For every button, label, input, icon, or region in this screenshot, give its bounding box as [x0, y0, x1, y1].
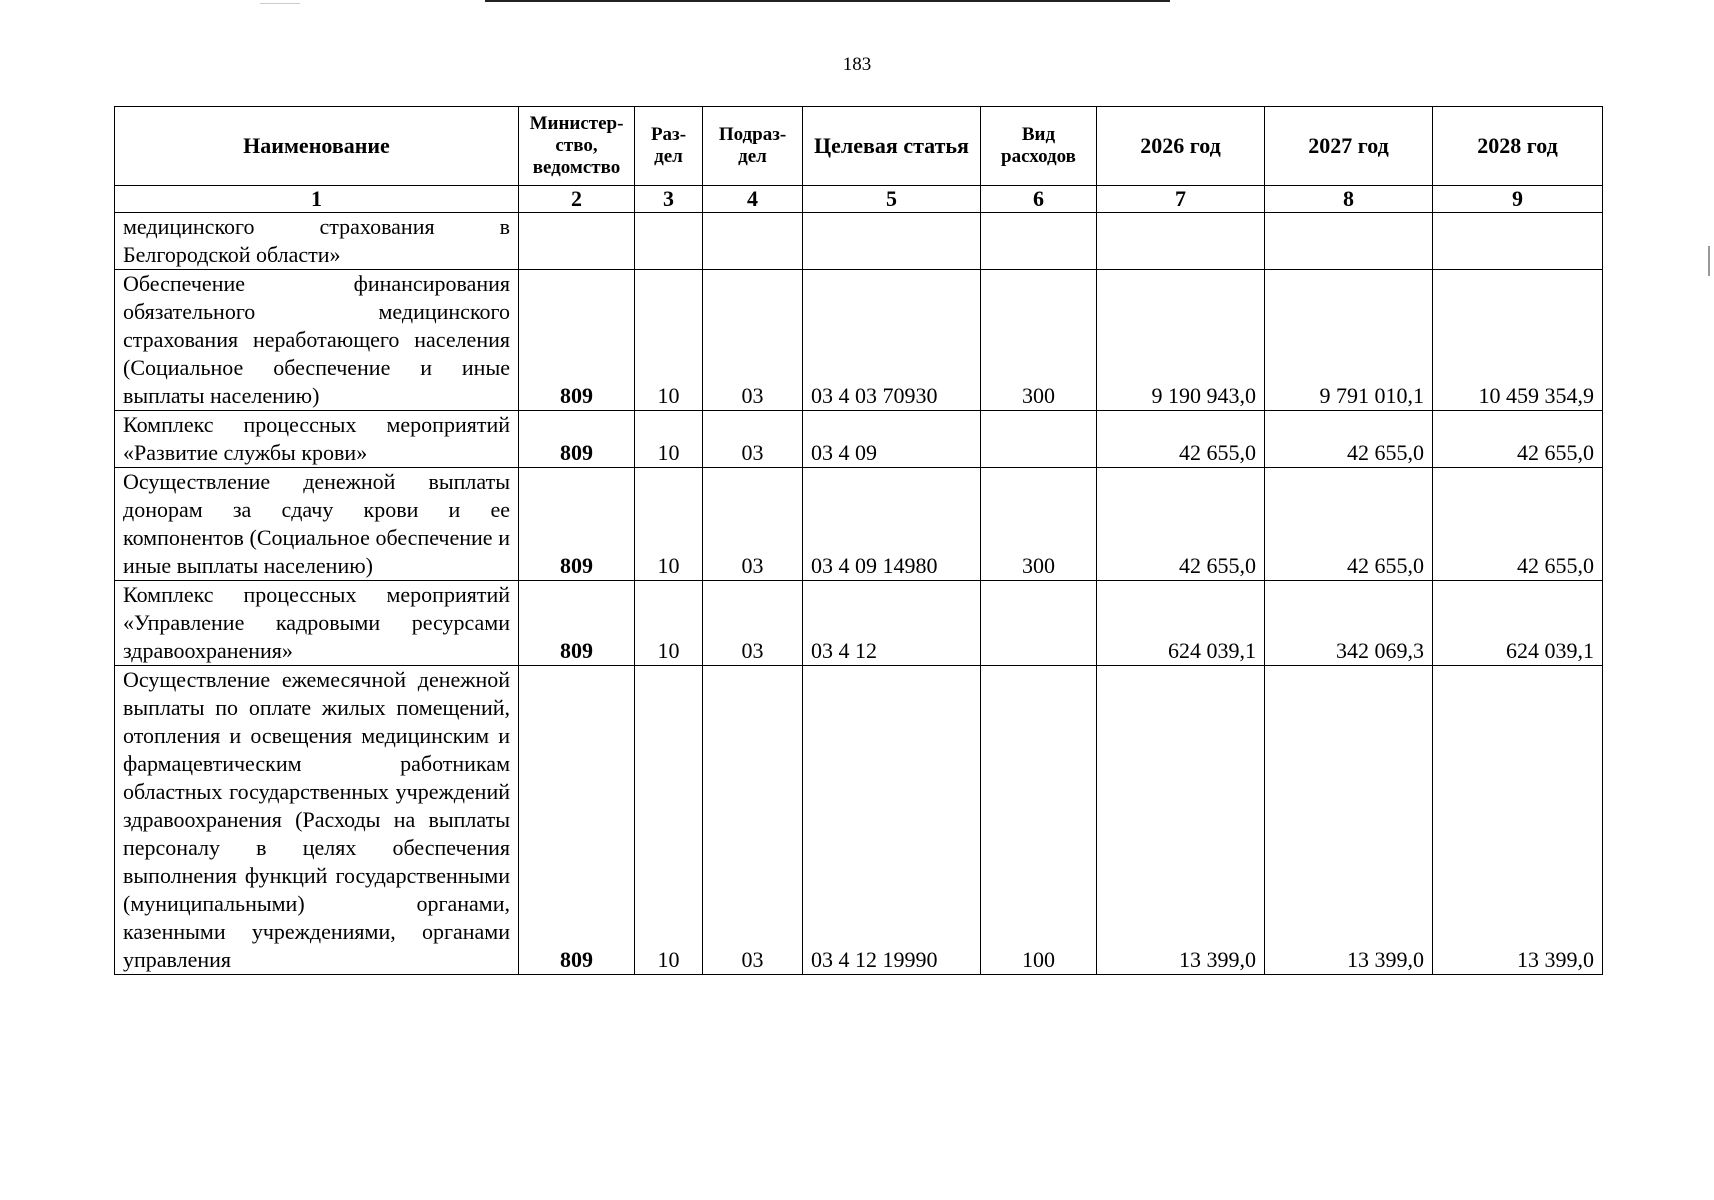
row-target: 03 4 09 14980 — [803, 468, 981, 581]
column-number: 3 — [635, 186, 703, 213]
row-target: 03 4 09 — [803, 411, 981, 468]
header-ministry: Министер-ство, ведомство — [519, 107, 635, 186]
header-2028: 2028 год — [1433, 107, 1603, 186]
table-row — [115, 411, 1603, 468]
row-ministry: 809 — [519, 270, 635, 411]
column-number: 6 — [981, 186, 1097, 213]
row-ministry: 809 — [519, 411, 635, 468]
scan-artifact-line — [260, 3, 300, 4]
row-target — [803, 213, 981, 270]
row-name: Осуществление денежной выплаты донорам за сдачу крови и ее компонентов (Социальное обеспечение и иные выплаты населению) — [115, 468, 519, 581]
row-2028: 42 655,0 — [1433, 411, 1603, 468]
row-name: медицинского страхования в Белгородской области» — [115, 213, 519, 270]
row-subsection: 03 — [703, 581, 803, 666]
header-2027: 2027 год — [1265, 107, 1433, 186]
column-number-row — [115, 186, 1603, 213]
row-2027 — [1265, 213, 1433, 270]
row-expense-type — [981, 213, 1097, 270]
row-2026: 42 655,0 — [1097, 468, 1265, 581]
row-section — [635, 213, 703, 270]
row-2026: 13 399,0 — [1097, 666, 1265, 975]
row-2026 — [1097, 213, 1265, 270]
row-2027: 42 655,0 — [1265, 411, 1433, 468]
header-section: Раз-дел — [635, 107, 703, 186]
row-2027: 9 791 010,1 — [1265, 270, 1433, 411]
header-row — [115, 107, 1603, 186]
row-2028: 13 399,0 — [1433, 666, 1603, 975]
row-name: Комплекс процессных мероприятий «Развитие службы крови» — [115, 411, 519, 468]
header-expense-type: Вид расходов — [981, 107, 1097, 186]
row-ministry: 809 — [519, 666, 635, 975]
row-ministry — [519, 213, 635, 270]
table-row — [115, 581, 1603, 666]
row-section: 10 — [635, 666, 703, 975]
row-section: 10 — [635, 581, 703, 666]
margin-mark — [1708, 246, 1710, 276]
column-number: 4 — [703, 186, 803, 213]
header-name: Наименование — [115, 107, 519, 186]
row-subsection — [703, 213, 803, 270]
row-2027: 42 655,0 — [1265, 468, 1433, 581]
row-name: Обеспечение финансирования обязательного медицинского страхования неработающего населения (Социальное обеспечение и иные выплаты населению) — [115, 270, 519, 411]
table-row — [115, 666, 1603, 975]
row-name: Осуществление ежемесячной денежной выплаты по оплате жилых помещений, отопления и освещения медицинским и фармацевтическим работникам областных государственных учреждений здравоохранения (Расходы на выплаты персоналу в целях обеспечения выполнения функций государственными (муниципальными) органами, казенными учреждениями, органами управления — [115, 666, 519, 975]
row-2026: 42 655,0 — [1097, 411, 1265, 468]
row-ministry: 809 — [519, 581, 635, 666]
column-number: 9 — [1433, 186, 1603, 213]
row-2028: 624 039,1 — [1433, 581, 1603, 666]
row-expense-type — [981, 411, 1097, 468]
column-number: 8 — [1265, 186, 1433, 213]
table-row — [115, 213, 1603, 270]
row-2027: 342 069,3 — [1265, 581, 1433, 666]
row-2027: 13 399,0 — [1265, 666, 1433, 975]
header-subsection: Подраз-дел — [703, 107, 803, 186]
row-2026: 624 039,1 — [1097, 581, 1265, 666]
row-section: 10 — [635, 411, 703, 468]
row-expense-type: 300 — [981, 468, 1097, 581]
row-2028 — [1433, 213, 1603, 270]
row-2026: 9 190 943,0 — [1097, 270, 1265, 411]
column-number: 7 — [1097, 186, 1265, 213]
top-edge-rule — [485, 0, 1170, 2]
page-number: 183 — [842, 54, 872, 75]
column-number: 5 — [803, 186, 981, 213]
row-subsection: 03 — [703, 468, 803, 581]
row-section: 10 — [635, 468, 703, 581]
header-target: Целевая статья — [803, 107, 981, 186]
row-target: 03 4 12 — [803, 581, 981, 666]
column-number: 1 — [115, 186, 519, 213]
row-expense-type: 300 — [981, 270, 1097, 411]
row-subsection: 03 — [703, 666, 803, 975]
table-row — [115, 468, 1603, 581]
budget-table — [114, 106, 1603, 975]
row-target: 03 4 03 70930 — [803, 270, 981, 411]
row-target: 03 4 12 19990 — [803, 666, 981, 975]
row-subsection: 03 — [703, 411, 803, 468]
row-subsection: 03 — [703, 270, 803, 411]
row-section: 10 — [635, 270, 703, 411]
row-name: Комплекс процессных мероприятий «Управление кадровыми ресурсами здравоохранения» — [115, 581, 519, 666]
table-row — [115, 270, 1603, 411]
row-2028: 42 655,0 — [1433, 468, 1603, 581]
row-ministry: 809 — [519, 468, 635, 581]
row-expense-type: 100 — [981, 666, 1097, 975]
column-number: 2 — [519, 186, 635, 213]
header-2026: 2026 год — [1097, 107, 1265, 186]
row-2028: 10 459 354,9 — [1433, 270, 1603, 411]
row-expense-type — [981, 581, 1097, 666]
